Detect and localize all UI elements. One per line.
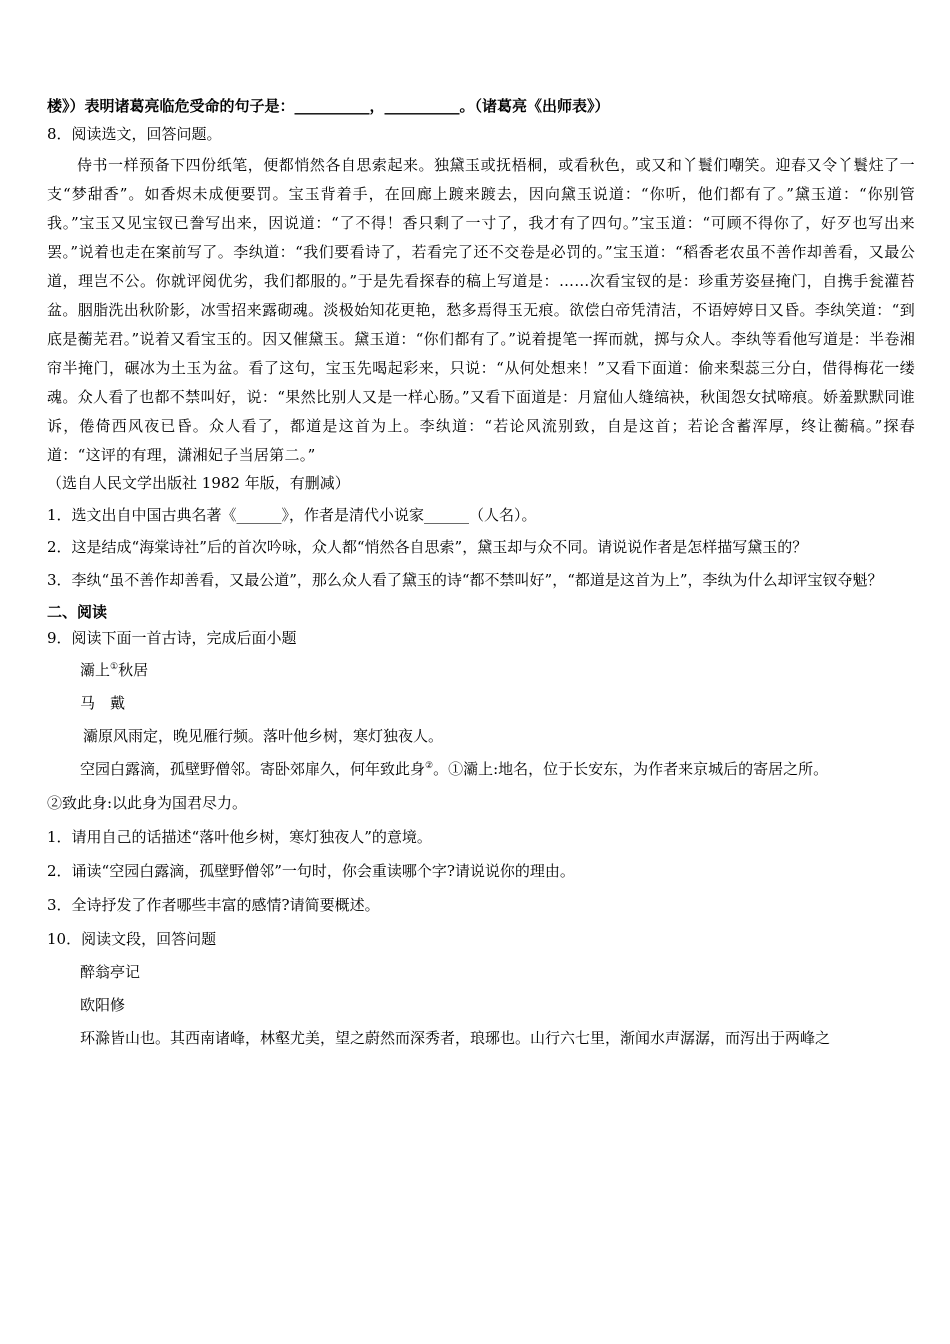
q8-question-2: 2．这是结成“海棠诗社”后的首次吟咏，众人都“悄然各自思索”，黛玉却与众不同。请说说作者是怎样描写黛玉的？ — [47, 538, 808, 556]
q7-tail: 楼》）表明诸葛亮临危受命的句子是：__________，__________。（诸葛亮《出师表》） — [47, 97, 610, 115]
q8-passage: 侍书一样预备下四份纸笔，便都悄然各自思索起来。独黛玉或抚梧桐，或看秋色，或又和丫鬟们嘲笑。迎春又令丫鬟炷了一支“梦甜香”。如香烬未成便要罚。宝玉背着手，在回廊上踱来踱去，因向黛玉说道：“你听，他们都有了。”黛玉道：“你别管我。”宝玉又见宝钗已誊写出来，因说道：“了不得！香只剩了一寸了，我才有了四句。”宝玉道：“可顾不得你了，好歹也写出来罢。”说着也走在案前写了。李纨道：“我们要看诗了，若看完了还不交卷是必罚的。”宝玉道：“稻香老农虽不善作却善看，又最公道，理岂不公。你就评阅优劣，我们都服的。”于是先看探春的稿上写道是：……次看宝钗的是：珍重芳姿昼掩门，自携手瓮灌苔盆。胭脂洗出秋阶影，冰雪招来露砌魂。淡极始知花更艳，愁多焉得玉无痕。欲偿白帝凭清洁，不语婷婷日又昏。李纨笑道：“到底是蘅芜君。”说着又看宝玉的。因又催黛玉。黛玉道：“你们都有了。”说着提笔一挥而就，掷与众人。李纨等看他写道是：半卷湘帘半掩门，碾冰为土玉为盆。看了这句，宝玉先喝起彩来，只说：“从何处想来！”又看下面道：偷来梨蕊三分白，借得梅花一缕魂。众人看了也都不禁叫好，说：“果然比别人又是一样心肠。”又看下面道是：月窟仙人缝缟袂，秋闺怨女拭啼痕。娇羞默默同谁诉，倦倚西风夜已昏。众人看了，都道是这首为上。李纨道：“若论风流别致，自是这首；若论含蓄浑厚，终让蘅稿。”探春道：“这评的有理，潇湘妃子当居第二。” — [47, 156, 915, 464]
q10-heading: 10．阅读文段，回答问题 — [47, 930, 217, 948]
poem-line-2-footnote-mark: ② — [425, 761, 434, 771]
q9-question-1: 1．请用自己的话描述“落叶他乡树，寒灯独夜人”的意境。 — [47, 828, 432, 846]
poem-line-1: 灞原风雨定，晚见雁行频。落叶他乡树，寒灯独夜人。 — [83, 727, 444, 745]
q10-passage: 环滁皆山也。其西南诸峰，林壑尤美，望之蔚然而深秀者，琅琊也。山行六七里，渐闻水声潺潺，而泻出于两峰之 — [80, 1029, 831, 1047]
poem-line-2 — [47, 759, 915, 779]
q8-question-1: 1．选文出自中国古典名著《______》，作者是清代小说家______（人名）。 — [47, 506, 537, 524]
q10-author: 欧阳修 — [80, 996, 126, 1014]
q9-question-3: 3．全诗抒发了作者哪些丰富的感情?请简要概述。 — [47, 896, 380, 914]
poem-line-2-text: 空园白露滴，孤壁野僧邻。寄卧郊扉久，何年致此身 — [80, 760, 426, 778]
q8-heading: 8．阅读选文，回答问题。 — [47, 125, 222, 143]
poem-title — [47, 660, 915, 680]
q8-question-3: 3．李纨“虽不善作却善看，又最公道”，那么众人看了黛玉的诗“都不禁叫好”，“都道是这首为上”，李纨为什么却评宝钗夺魁？ — [47, 571, 883, 589]
q9-heading: 9．阅读下面一首古诗，完成后面小题 — [47, 629, 297, 647]
document-page — [47, 96, 915, 1048]
poem-title-footnote-mark: ① — [110, 662, 119, 672]
q9-question-2: 2．诵读“空园白露滴，孤壁野僧邻”一句时，你会重读哪个字?请说说你的理由。 — [47, 862, 575, 880]
poem-title-tail: 秋居 — [118, 661, 149, 679]
q8-source: （选自人民文学出版社 1982 年版，有删减） — [47, 474, 350, 492]
poem-author: 马 戴 — [80, 694, 126, 712]
poem-note-1: 。①灞上:地名，位于长安东，为作者来京城后的寄居之所。 — [433, 760, 829, 778]
poem-title-text: 灞上 — [80, 661, 111, 679]
section-title: 二、阅读 — [47, 603, 108, 621]
q10-title: 醉翁亭记 — [80, 963, 141, 981]
poem-note-2: ②致此身:以此身为国君尽力。 — [47, 794, 248, 812]
